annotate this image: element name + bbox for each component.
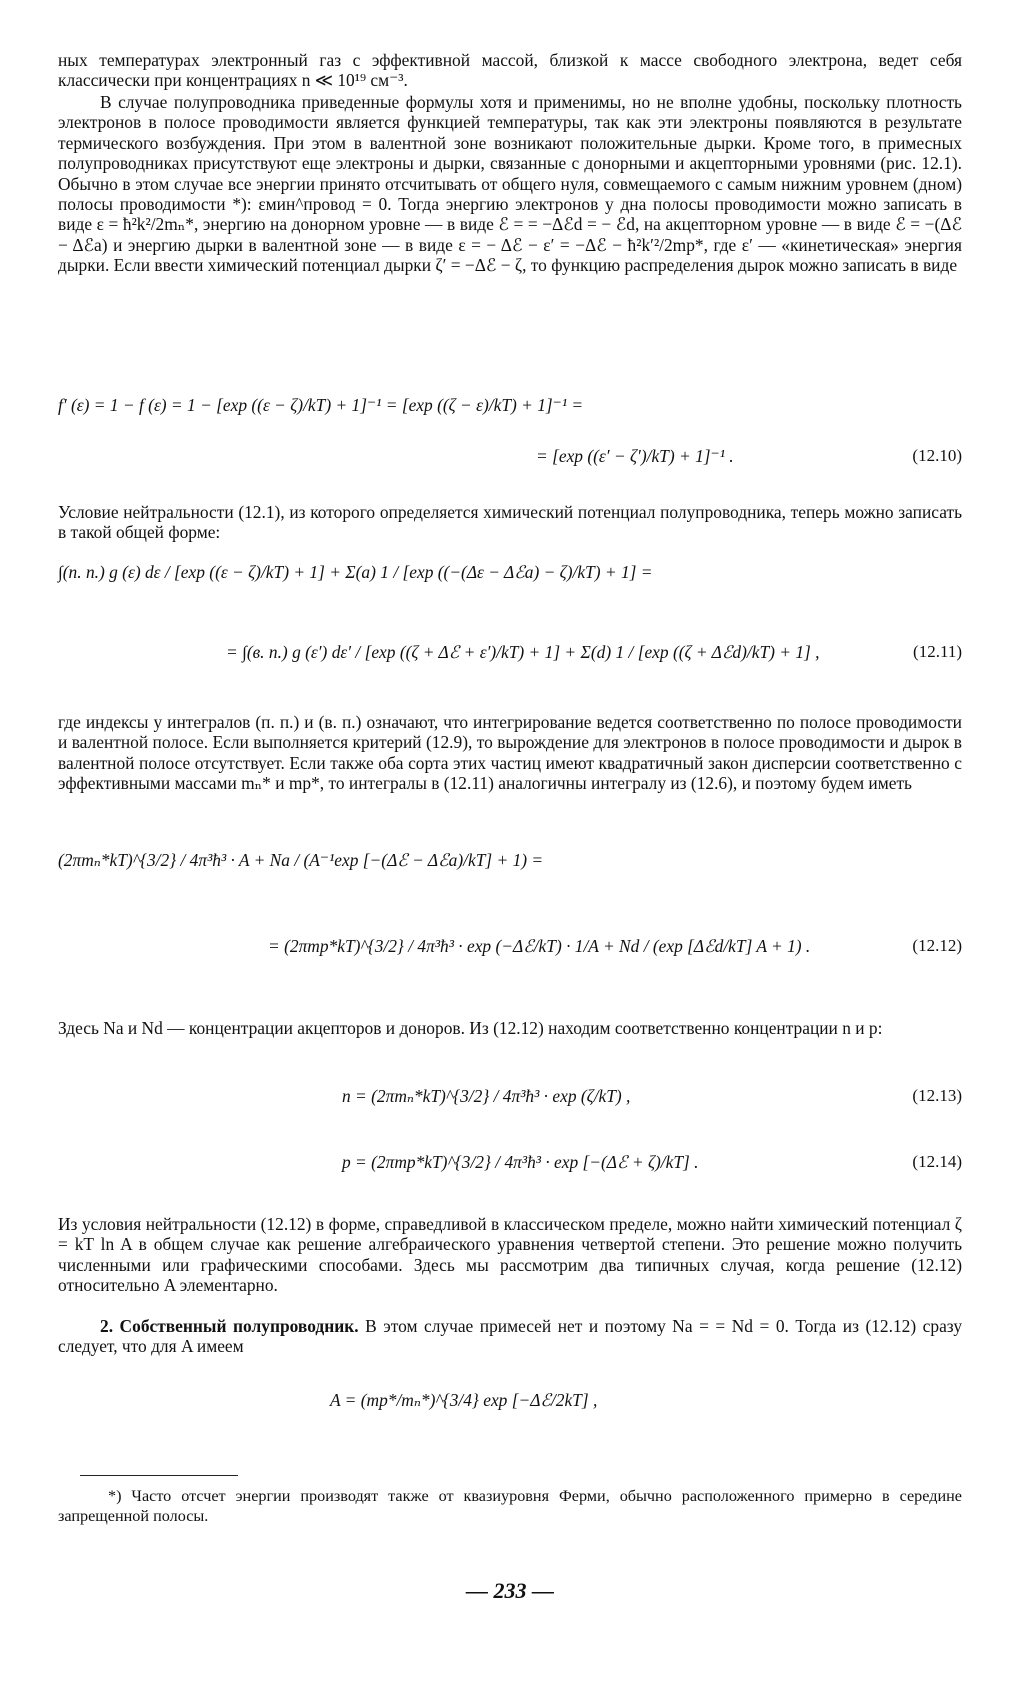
paragraph-6: Из условия нейтральности (12.12) в форме, справедливой в классическом пределе, можно найти химический потенциал ζ = kT ln A в общем случае как решение алгебраического уравнения четвертой степени. Это решение можно получить численными или графическими способами. Здесь мы рассмотрим два типичных случая, когда решение (12.12) относительно A элементарно. (58, 1214, 962, 1296)
footnote-rule (80, 1475, 238, 1476)
paragraph-5: Здесь Na и Nd — концентрации акцепторов и доноров. Из (12.12) находим соответственно концентрации n и p: (58, 1018, 883, 1038)
equation-number-12-14: (12.14) (912, 1152, 962, 1171)
paragraph-2: В случае полупроводника приведенные формулы хотя и применимы, но не вполне удобны, поскольку плотность электронов в полосе проводимости является функцией температуры, так как эти электроны появляются в результате термического возбуждения. При этом в валентной зоне возникают положительные дырки. Кроме того, в примесных полупроводниках присутствуют еще электроны и дырки, связанные с донорными и акцепторными уровнями (рис. 12.1). Обычно в этом случае все энергии принято отсчитывать от общего нуля, совмещаемого с самым нижним уровнем (дном) полосы проводимости *): εмин^провод = 0. Тогда энергию электронов у дна полосы проводимости можно записать в виде ε = ħ²k²/2mₙ*, энергию на донорном уровне — в виде ℰ = = −Δℰd = − ℰd, на акцепторном уровне — в виде ℰ = −(Δℰ − Δℰa) и энергию дырки в валентной зоне — в виде ε = − Δℰ − ε′ = −Δℰ − ħ²k′²/2mp*, где ε′ — «кинетическая» энергия дырки. Если ввести химический потенциал дырки ζ′ = −Δℰ − ζ, то функцию распределения дырок можно записать в виде (58, 92, 962, 276)
equation-number-12-11: (12.11) (913, 642, 962, 661)
paragraph-1: ных температурах электронный газ с эффективной массой, близкой к массе свободного электрона, ведет себя классически при концентрациях n ≪ 10¹⁹ см⁻³. (58, 50, 962, 91)
paragraph-4: где индексы у интегралов (п. п.) и (в. п.) означают, что интегрирование ведется соответственно по полосе проводимости и валентной полосе. Если выполняется критерий (12.9), то вырождение для электронов в полосе проводимости и дырок в валентной полосе отсутствует. Если также оба сорта этих частиц имеют квадратичный закон дисперсии соответственно с эффективными массами mₙ* и mp*, то интегралы в (12.11) аналогичны интегралу из (12.6), и поэтому будем иметь (58, 712, 962, 794)
footnote: *) Часто отсчет энергии производят также от квазиуровня Ферми, обычно расположенного примерно в середине запрещенной полосы. (58, 1487, 962, 1525)
equation-number-12-12: (12.12) (912, 936, 962, 955)
equation-12-11-line-1: ∫(п. п.) g (ε) dε / [exp ((ε − ζ)/kT) + 1] + Σ(a) 1 / [exp ((−(Δε − Δℰa) − ζ)/kT) + 1] = (58, 562, 653, 582)
paragraph-7: 2. Собственный полупроводник. В этом случае примесей нет и поэтому Na = = Nd = 0. Тогда из (12.12) сразу следует, что для A имеем (58, 1316, 963, 1357)
equation-number-12-13: (12.13) (912, 1086, 962, 1105)
section-heading: 2. Собственный полупроводник. (100, 1316, 359, 1336)
equation-12-10-line-1: f′ (ε) = 1 − f (ε) = 1 − [exp ((ε − ζ)/kT) + 1]⁻¹ = [exp ((ζ − ε)/kT) + 1]⁻¹ = (58, 395, 584, 415)
page-number: — 233 — (466, 1578, 554, 1603)
equation-number-12-10: (12.10) (912, 446, 962, 465)
equation-12-12-line-1: (2πmₙ*kT)^{3/2} / 4π³ħ³ · A + Na / (A⁻¹exp [−(Δℰ − Δℰa)/kT] + 1) = (58, 850, 544, 870)
page: ных температурах электронный газ с эффективной массой, близкой к массе свободного электрона, ведет себя классически при концентрациях n ≪ 10¹⁹ см⁻³. В случае полупроводника приведенные формулы хотя и применимы, но не вполне удобны, поскольку плотность электронов в полосе проводимости является функцией температуры, так как эти электроны появляются в результате термического возбуждения. При этом в валентной зоне возникают положительные дырки. Кроме того, в примесных полупроводниках присутствуют еще электроны и дырки, связанные с донорными и акцепторными уровнями (рис. 12.1). Обычно в этом случае все энергии принято отсчитывать от общего нуля, совмещаемого с самым нижним уровнем (дном) полосы проводимости *): εмин^провод = 0. Тогда энергию электронов у дна полосы проводимости можно записать в виде ε = ħ²k²/2mₙ*, энергию на донорном уровне — в виде ℰ = = −Δℰd = − ℰd, на акцепторном уровне — в виде ℰ = −(Δℰ − Δℰa) и энергию дырки в валентной зоне — в виде ε = − Δℰ − ε′ = −Δℰ − ħ²k′²/2mp*, где ε′ — «кинетическая» энергия дырки. Если ввести химический потенциал дырки ζ′ = −Δℰ − ζ, то функцию распределения дырок можно записать в виде f′ (ε) = 1 − f (ε) = 1 − [exp ((ε − ζ)/kT) + 1]⁻¹ = [exp ((ζ − ε)/kT) + 1]⁻¹ = = [exp ((ε′ − ζ′)/kT) + 1]⁻¹ . (12.10) Условие нейтральности (12.1), из которого определяется химический потенциал полупроводника, теперь можно записать в такой общей форме: ∫(п. п.) g (ε) dε / [exp ((ε − ζ)/kT) + 1] + Σ(a) 1 / [exp ((−(Δε − Δℰa) − ζ)/kT) + 1] = = ∫(в. п.) g (ε′) dε′ / [exp ((ζ + Δℰ + ε′)/kT) + 1] + Σ(d) 1 / [exp ((ζ + Δℰd)/kT) + 1] , (12.11) где индексы у интегралов (п. п.) и (в. п.) означают, что интегрирование ведется соответственно по полосе проводимости и валентной полосе. Если выполняется критерий (12.9), то вырождение для электронов в полосе проводимости и дырок в валентной полосе отсутствует. Если также оба сорта этих частиц имеют квадратичный закон дисперсии соответственно с эффективными массами mₙ* и mp*, то интегралы в (12.11) аналогичны интегралу из (12.6), и поэтому будем иметь (2πmₙ*kT)^{3/2} / 4π³ħ³ · A + Na / (A⁻¹exp [−(Δℰ − Δℰa)/kT] + 1) = = (2πmp*kT)^{3/2} / 4π³ħ³ · exp (−Δℰ/kT) · 1/A + Nd / (exp [Δℰd/kT] A + 1) . (12.12) Здесь Na и Nd — концентрации акцепторов и доноров. Из (12.12) находим соответственно концентрации n и p: n = (2πmₙ*kT)^{3/2} / 4π³ħ³ · exp (ζ/kT) , (12.13) p = (2πmp*kT)^{3/2} / 4π³ħ³ · exp [−(Δℰ + ζ)/kT] . (12.14) Из условия нейтральности (12.12) в форме, справедливой в классическом пределе, можно найти химический потенциал ζ = kT ln A в общем случае как решение алгебраического уравнения четвертой степени. Это решение можно получить численными или графическими способами. Здесь мы рассмотрим два типичных случая, когда решение (12.12) относительно A элементарно. 2. Собственный полупроводник. В этом случае примесей нет и поэтому Na = = Nd = 0. Тогда из (12.12) сразу следует, что для A имеем A = (mp*/mₙ*)^{3/4} exp [−Δℰ/2kT] , *) Часто отсчет энергии производят также от квазиуровня Ферми, обычно расположенного примерно в середине запрещенной полосы. — 233 — (58, 50, 963, 1603)
paragraph-3: Условие нейтральности (12.1), из которого определяется химический потенциал полупроводника, теперь можно записать в такой общей форме: (58, 502, 962, 543)
